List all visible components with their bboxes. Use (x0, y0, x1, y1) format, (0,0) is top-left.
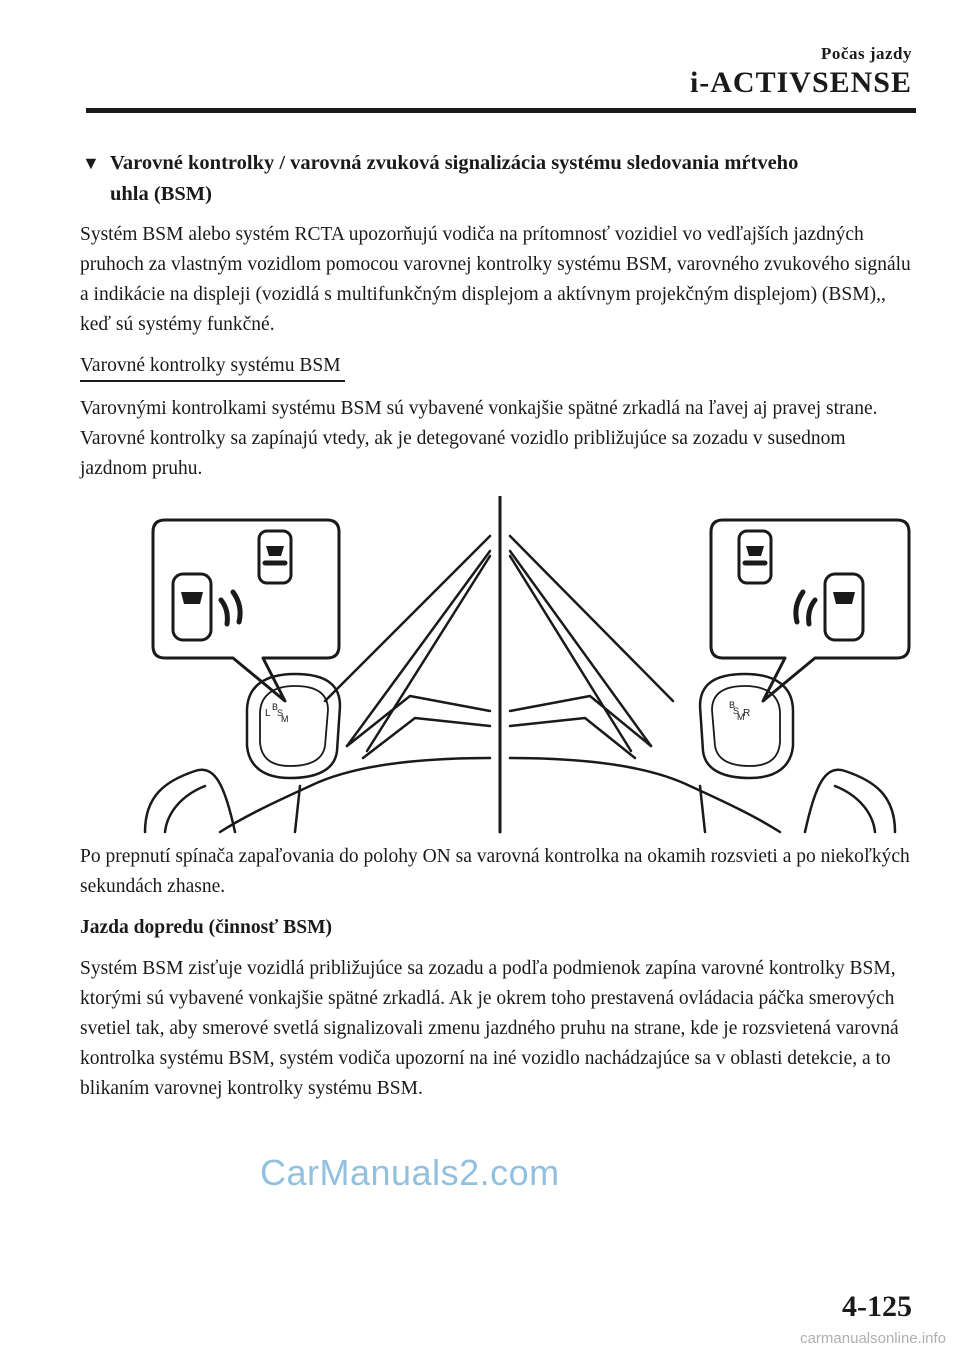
section-heading-line2: uhla (BSM) (110, 183, 212, 205)
left-mirror-mark-s: S (277, 708, 284, 718)
triangle-bullet-icon: ▼ (82, 153, 100, 173)
intro-paragraph: Systém BSM alebo systém RCTA upozorňujú vodiča na prítomnosť vozidiel vo vedľajších jazdných pruhoch za vlastným vozidlom pomocou varovnej kontrolky systému BSM, varovného zvukového signálu a indikácie na displeji (vozidlá s multifunkčným displejom a aktívnym projekčným displejom) (BSM),, keď sú systémy funkčné. (80, 224, 911, 335)
bsm-warning-icon-left (153, 520, 339, 701)
subheading-lights: Varovné kontrolky systému BSM (80, 352, 345, 382)
left-mirror-mark-m: M (281, 714, 289, 724)
right-mirror-mark-m: M (737, 712, 745, 722)
section-heading-line1: Varovné kontrolky / varovná zvuková signalizácia systému sledovania mŕtveho (110, 152, 799, 174)
page-header (690, 44, 912, 100)
right-mirror-mark-s: S (733, 706, 740, 716)
right-mirror-mark-b: B (729, 700, 736, 710)
left-mirror-label: L (265, 708, 271, 719)
footer-site-link[interactable]: carmanualsonline.info (800, 1330, 946, 1347)
header-section-title: Počas jazdy (821, 44, 912, 63)
page-content (80, 148, 915, 1116)
section-heading (80, 148, 915, 210)
mirror-illustration (125, 496, 915, 836)
left-car-body (145, 536, 490, 832)
left-mirror-mark-b: B (272, 702, 279, 712)
header-chapter-title: i-ACTIVSENSE (689, 66, 912, 99)
forward-paragraph: Systém BSM zisťuje vozidlá približujúce sa zozadu a podľa podmienok zapína varovné kontrolky BSM, ktorými sú vybavené vonkajšie spätné zrkadlá. Ak je okrem toho prestavená ovládacia páčka smerových svetiel tak, aby smerové svetlá signalizovali zmenu jazdného pruhu na strane, kde je rozsvietená varovná kontrolka systému BSM, systém vodiča upozorní na iné vozidlo nachádzajúce sa v oblasti detekcie, a to blikaním varovnej kontrolky systému BSM. (80, 958, 899, 1099)
subheading-forward: Jazda dopredu (činnosť BSM) (80, 917, 332, 938)
lights-paragraph: Varovnými kontrolkami systému BSM sú vybavené vonkajšie spätné zrkadlá na ľavej aj pravej strane. Varovné kontrolky sa zapínajú vtedy, ak je detegované vozidlo približujúce sa zozadu v susednom jazdnom pruhu. (80, 398, 878, 479)
bsm-mirror-figure (125, 496, 915, 836)
page-number: 4-125 (842, 1290, 912, 1323)
ignition-paragraph: Po prepnutí spínača zapaľovania do polohy ON sa varovná kontrolka na okamih rozsvieti a po niekoľkých sekundách zhasne. (80, 846, 910, 897)
header-rule (86, 108, 916, 113)
left-mirror-icon (247, 674, 340, 778)
watermark: CarManuals2.com (260, 1152, 560, 1193)
right-mirror-label: R (743, 708, 751, 719)
right-car-body (510, 536, 895, 832)
